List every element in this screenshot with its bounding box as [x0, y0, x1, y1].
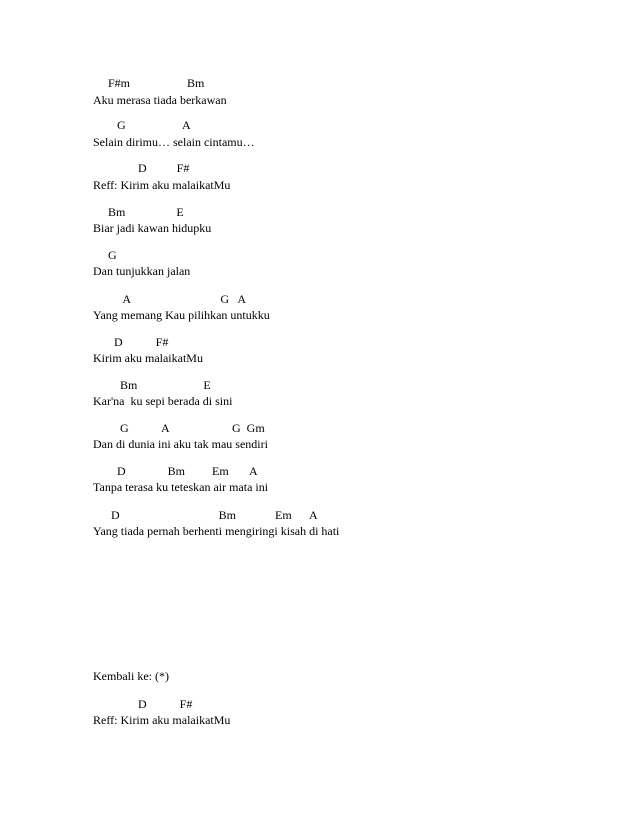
chord-line: A G A — [93, 292, 247, 306]
chord-line: D Bm Em A — [93, 464, 258, 478]
lyric-line: Dan di dunia ini aku tak mau sendiri — [93, 437, 268, 451]
chord-line: G — [93, 248, 117, 262]
chord-line: F#m Bm — [93, 76, 205, 90]
chord-line: G A G Gm — [93, 421, 265, 435]
return-note: Kembali ke: (*) — [93, 669, 169, 683]
chord-line: G A — [93, 118, 191, 132]
chord-line: D Bm Em A — [93, 508, 318, 522]
chord-line: D F# — [93, 697, 193, 711]
lyric-line: Kirim aku malaikatMu — [93, 351, 203, 365]
lyric-line: Aku merasa tiada berkawan — [93, 93, 227, 107]
lyric-line: Dan tunjukkan jalan — [93, 264, 191, 278]
chord-line: Bm E — [93, 378, 211, 392]
lyric-line: Reff: Kirim aku malaikatMu — [93, 713, 231, 727]
chord-line: D F# — [93, 335, 169, 349]
chord-line: Bm E — [93, 205, 184, 219]
lyric-line: Yang memang Kau pilihkan untukku — [93, 308, 270, 322]
lyric-line: Reff: Kirim aku malaikatMu — [93, 178, 231, 192]
lyric-line: Yang tiada pernah berhenti mengiringi kisah di hati — [93, 524, 340, 538]
lyric-line: Selain dirimu… selain cintamu… — [93, 135, 255, 149]
lyric-line: Biar jadi kawan hidupku — [93, 221, 212, 235]
lyric-line: Tanpa terasa ku teteskan air mata ini — [93, 480, 269, 494]
lyric-line: Kar'na ku sepi berada di sini — [93, 394, 233, 408]
chord-line: D F# — [93, 161, 190, 175]
